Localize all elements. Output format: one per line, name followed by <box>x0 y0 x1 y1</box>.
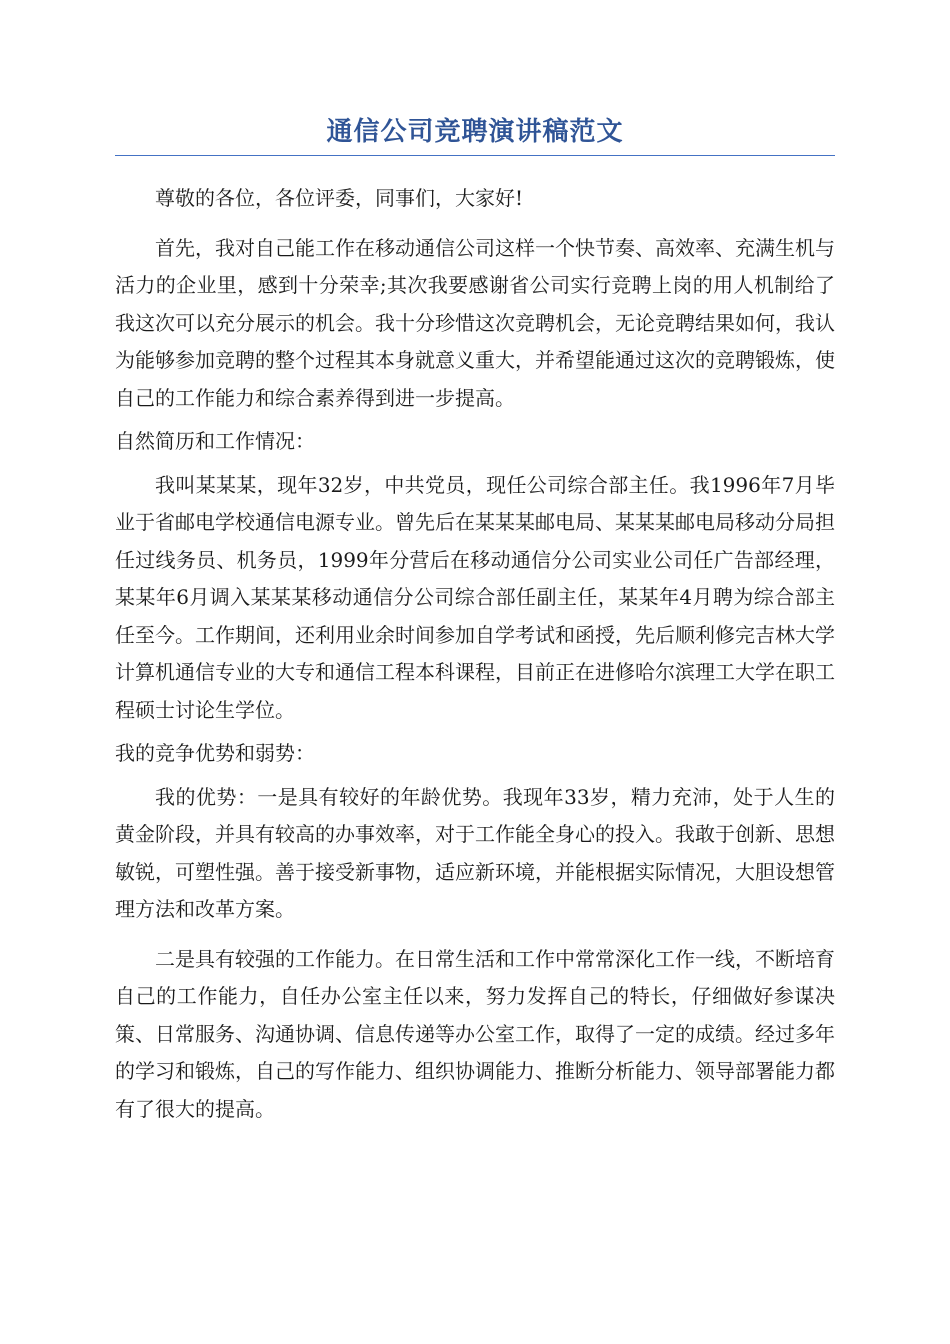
document-page <box>115 112 835 1128</box>
strengths-paragraph-ability: 二是具有较强的工作能力。在日常生活和工作中常常深化工作一线，不断培育自己的工作能力，自任办公室主任以来，努力发挥自己的特长，仔细做好参谋决策、日常服务、沟通协调、信息传递等办公室工作，取得了一定的成绩。经过多年的学习和锻炼，自己的写作能力、组织协调能力、推断分析能力、领导部署能力都有了很大的提高。 <box>115 946 835 1121</box>
intro-paragraph: 首先，我对自己能工作在移动通信公司这样一个快节奏、高效率、充满生机与活力的企业里，感到十分荣幸;其次我要感谢省公司实行竞聘上岗的用人机制给了我这次可以充分展示的机会。我十分珍惜这次竞聘机会，无论竞聘结果如何，我认为能够参加竞聘的整个过程其本身就意义重大，并希望能通过这次的竞聘锻炼，使自己的工作能力和综合素养得到进一步提高。 <box>115 235 835 410</box>
strengths-paragraph-age: 我的优势：一是具有较好的年龄优势。我现年33岁，精力充沛，处于人生的黄金阶段，并具有较高的办事效率，对于工作能全身心的投入。我敢于创新、思想敏锐，可塑性强。善于接受新事物，适应新环境，并能根据实际情况，大胆设想管理方法和改革方案。 <box>115 784 835 921</box>
greeting-paragraph: 尊敬的各位，各位评委，同事们，大家好! <box>155 186 524 210</box>
title-underline-divider <box>115 155 835 156</box>
page-title: 通信公司竞聘演讲稿范文 <box>326 117 624 147</box>
section-heading-strengths: 我的竞争优势和弱势： <box>115 741 315 765</box>
resume-paragraph: 我叫某某某，现年32岁，中共党员，现任公司综合部主任。我1996年7月毕业于省邮电学校通信电源专业。曾先后在某某某邮电局、某某某邮电局移动分局担任过线务员、机务员，1999年分营后在移动通信分公司实业公司任广告部经理，某某年6月调入某某某移动通信分公司综合部任副主任，某某年4月聘为综合部主任至今。工作期间，还利用业余时间参加自学考试和函授，先后顺利修完吉林大学计算机通信专业的大专和通信工程本科课程，目前正在进修哈尔滨理工大学在职工程硕士讨论生学位。 <box>115 472 835 722</box>
section-heading-resume: 自然简历和工作情况： <box>115 429 315 453</box>
